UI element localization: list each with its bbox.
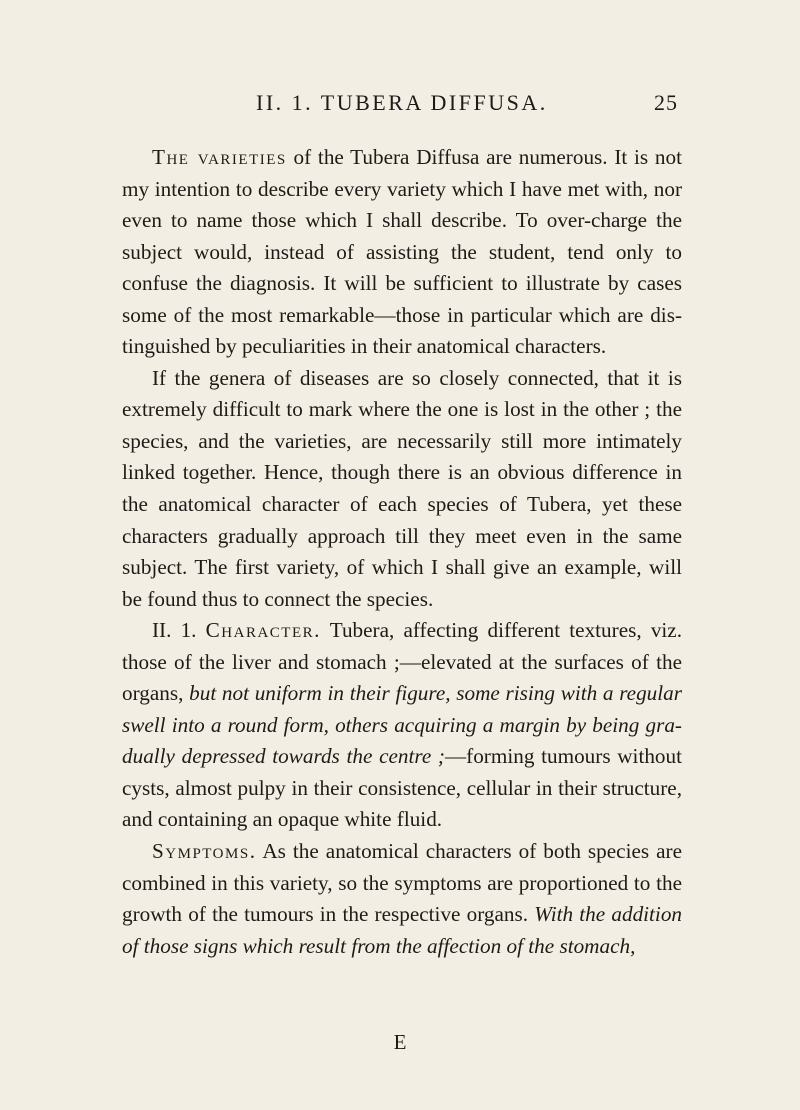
paragraph-symptoms xyxy=(122,836,682,962)
paragraph-italic-text: With the addition of those signs which result from the affection of the stomach, xyxy=(122,902,683,958)
section-number: II. 1. xyxy=(152,618,197,643)
paragraph-text: —forming tumours without cysts, almost pulpy in their consistence, cellular in their structure, and containing an opaque white fluid. xyxy=(122,744,682,832)
paragraph-italic-text: but not uniform in their figure, some rising with a regular swell into a round form, others acquiring a margin by being gra-dually depressed towards the centre ; xyxy=(122,681,682,769)
paragraph-character xyxy=(122,615,682,836)
page-number: 25 xyxy=(654,90,678,115)
section-heading: Symptoms. xyxy=(152,839,257,864)
running-head-title: II. 1. TUBERA DIFFUSA. xyxy=(256,90,548,115)
signature-mark: E xyxy=(393,1030,407,1054)
section-heading: Character. xyxy=(205,618,321,643)
paragraph-text: of the Tubera Diffusa are numerous. It is not my intention to describe every variety which I have met with, nor even to name those which I shall describe. To over-charge the subject would, instead of assisting the student, tend only to confuse the diagnosis. It will be sufficient to illustrate by cases some of the most remarkable—those in particular which are dis-tinguished by peculiarities in their anatomical characters. xyxy=(122,145,682,359)
paragraph-genera xyxy=(122,363,682,615)
running-head xyxy=(122,90,678,124)
paragraph-varieties xyxy=(122,142,682,363)
body-text xyxy=(122,142,682,962)
paragraph-text: As the anatomical characters of both species are combined in this variety, so the symptoms are proportioned to the growth of the tumours in the respective organs. xyxy=(122,839,682,927)
paragraph-text: If the genera of diseases are so closely connected, that it is extremely difficult to mark where the one is lost in the other ; the species, and the varieties, are necessarily still more intimately linked together. Hence, though there is an obvious difference in the anatomical character of each species of Tubera, yet these characters gradually approach till they meet even in the same subject. The first variety, of which I shall give an example, will be found thus to connect the species. xyxy=(122,365,682,611)
paragraph-lead: The varieties xyxy=(152,145,287,169)
paragraph-text: Tubera, affecting different textures, viz. those of the liver and stomach ;—elevated at the surfaces of the organs, xyxy=(122,618,682,706)
